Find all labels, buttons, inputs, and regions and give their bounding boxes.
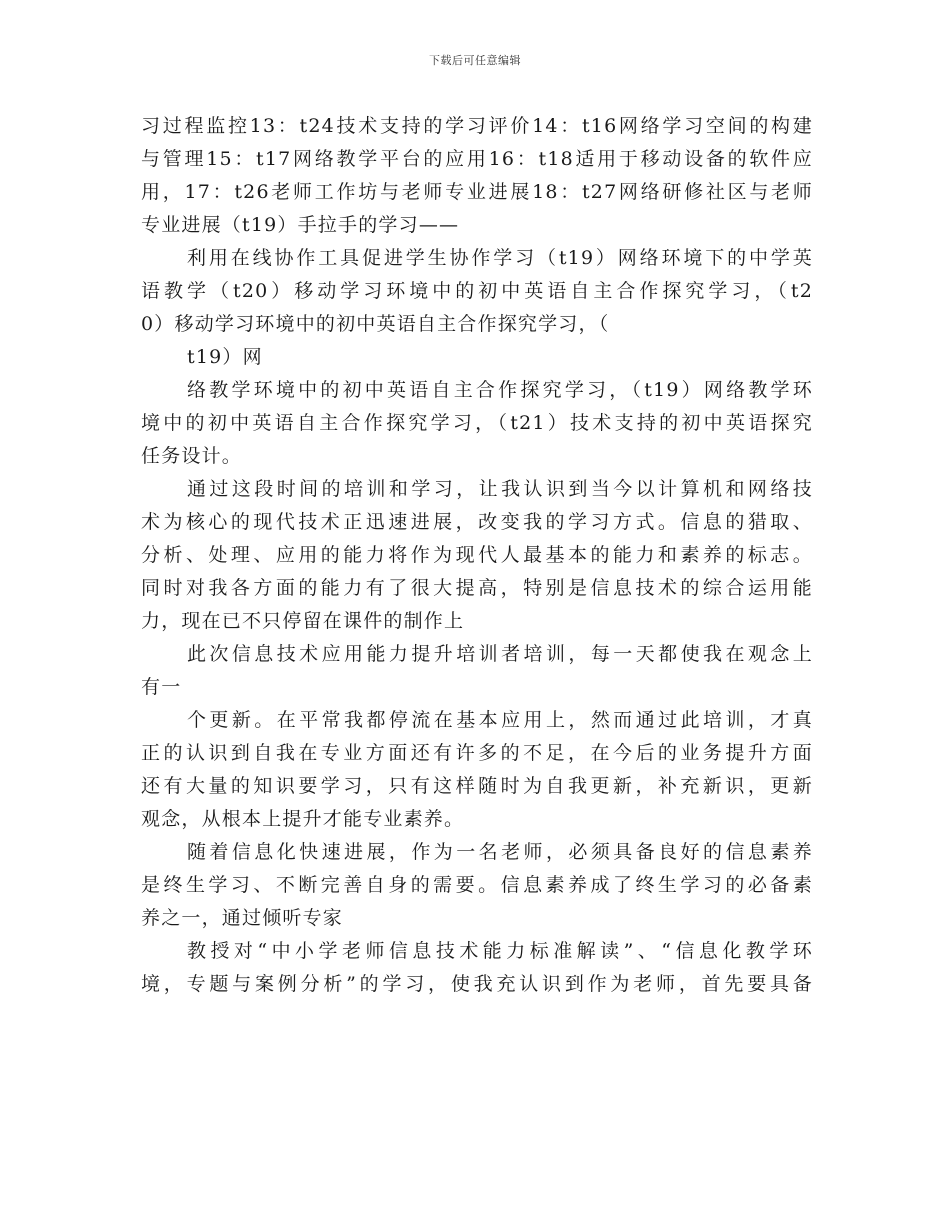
- document-body: [141, 110, 813, 1001]
- text-line: 有一: [141, 676, 182, 698]
- text-line: 络教学环境中的初中英语自主合作探究学习，（t19）网络教学环: [187, 379, 813, 401]
- text-line: 分析、处理、应用的能力将作为现代人最基本的能力和素养的标志。: [141, 544, 813, 566]
- text-line: 是终生学习、不断完善自身的需要。信息素养成了终生学习的必备素: [141, 874, 813, 896]
- text-line: 此次信息技术应用能力提升培训者培训，每一天都使我在观念上: [187, 643, 813, 665]
- text-line: 同时对我各方面的能力有了很大提高，特别是信息技术的综合运用能: [141, 577, 813, 599]
- text-line: 0）移动学习环境中的初中英语自主合作探究学习，（: [141, 313, 610, 335]
- text-line: 用，17：t26老师工作坊与老师专业进展18：t27网络研修社区与老师: [141, 181, 813, 203]
- text-line: 专业进展（t19）手拉手的学习——: [141, 214, 460, 236]
- text-line: 境，专题与案例分析”的学习，使我充认识到作为老师，首先要具备: [141, 973, 813, 995]
- text-line: 与管理15：t17网络教学平台的应用16：t18适用于移动设备的软件应: [141, 148, 813, 170]
- text-line: t19）网: [187, 346, 263, 368]
- text-line: 正的认识到自我在专业方面还有许多的不足，在今后的业务提升方面: [141, 742, 813, 764]
- text-line: 习过程监控13：t24技术支持的学习评价14：t16网络学习空间的构建: [141, 115, 813, 137]
- text-line: 力，现在已不只停留在课件的制作上: [141, 610, 465, 632]
- text-line: 随着信息化快速进展，作为一名老师，必须具备良好的信息素养: [187, 841, 813, 863]
- text-line: 个更新。在平常我都停流在基本应用上，然而通过此培训，才真: [187, 709, 813, 731]
- text-line: 利用在线协作工具促进学生协作学习（t19）网络环境下的中学英: [187, 247, 813, 269]
- text-line: 境中的初中英语自主合作探究学习，（t21）技术支持的初中英语探究: [141, 412, 813, 434]
- text-line: 术为核心的现代技术正迅速进展，改变我的学习方式。信息的猎取、: [141, 511, 813, 533]
- text-line: 语教学（t20）移动学习环境中的初中英语自主合作探究学习，（t2: [141, 280, 813, 302]
- page-header: 下载后可任意编辑: [429, 54, 521, 67]
- text-line: 还有大量的知识要学习，只有这样随时为自我更新，补充新识，更新: [141, 775, 813, 797]
- text-line: 观念，从根本上提升才能专业素养。: [141, 808, 465, 830]
- text-line: 通过这段时间的培训和学习，让我认识到当今以计算机和网络技: [187, 478, 813, 500]
- text-line: 教授对“中小学老师信息技术能力标准解读”、“信息化教学环: [187, 940, 813, 962]
- text-line: 养之一，通过倾听专家: [141, 907, 344, 929]
- text-line: 任务设计。: [141, 445, 243, 467]
